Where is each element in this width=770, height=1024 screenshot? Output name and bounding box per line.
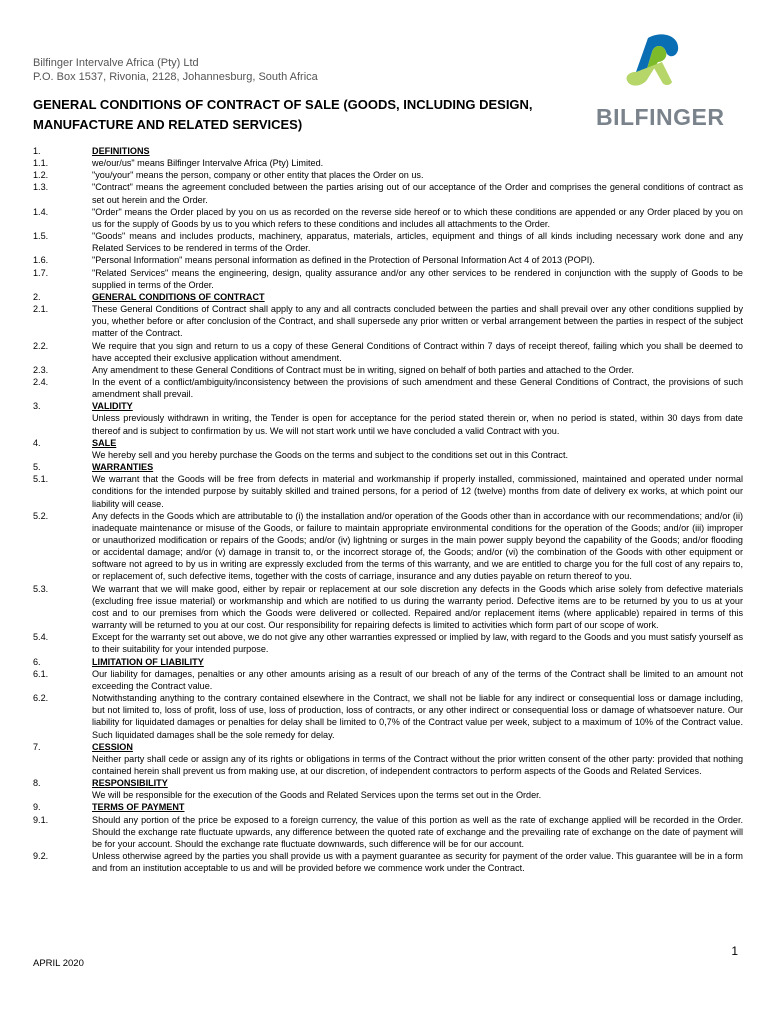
clause-text: "you/your" means the person, company or other entity that places the Order on us. — [92, 170, 424, 181]
clause-text: Our liability for damages, penalties or any other amounts arising as a result of our breach of any of the terms of the Contract shall be limited to an amount not exceeding the Contract value. — [92, 668, 743, 691]
clause-text: Any amendment to these General Conditions of Contract must be in writing, signed on behalf of both parties and attached to the Order. — [92, 364, 634, 375]
clause-row — [33, 169, 743, 181]
clause-heading — [33, 145, 743, 157]
clause-number: 1.3. — [33, 182, 49, 193]
clause-row — [33, 753, 743, 777]
bilfinger-logo — [596, 32, 724, 132]
clause-row — [33, 631, 743, 655]
document-title: GENERAL CONDITIONS OF CONTRACT OF SALE (GOODS, INCLUDING DESIGN, MANUFACTURE AND RELATED SERVICES) — [33, 97, 533, 132]
clause-number — [33, 753, 92, 777]
clause-number: 4. — [33, 437, 41, 448]
clause-heading-text: LIMITATION OF LIABILITY — [92, 656, 204, 667]
clause-number: 5. — [33, 462, 41, 473]
clause-number — [33, 412, 92, 436]
clause-row — [33, 157, 743, 169]
clause-row — [33, 206, 743, 230]
clause-row — [33, 449, 743, 461]
clause-number: 1.6. — [33, 255, 49, 266]
clause-text: Should any portion of the price be exposed to a foreign currency, the value of this portion as well as the rate of exchange applied will be recorded in the Order. Should the exchange rate fluctuate upwards, any difference between the quoted rate of exchange and the prevailing rate of exchange on the date of payment will be for your account. Should the exchange rate fluctuate downwards, such difference will be for our account. — [92, 814, 743, 849]
company-address: P.O. Box 1537, Rivonia, 2128, Johannesburg, South Africa — [33, 71, 318, 83]
clause-number: 6.2. — [33, 693, 49, 704]
page-number: 1 — [731, 944, 738, 958]
clause-number: 9.2. — [33, 851, 49, 862]
clause-text: We hereby sell and you hereby purchase the Goods on the terms and subject to the conditions set out in this Contract. — [92, 449, 569, 460]
clause-row — [33, 583, 743, 632]
clause-number: 2.3. — [33, 364, 49, 375]
clause-number: 1.1. — [33, 158, 49, 169]
clause-number: 6.1. — [33, 668, 49, 679]
clause-number: 1.4. — [33, 206, 49, 217]
clause-number: 7. — [33, 741, 41, 752]
clause-number: 5.3. — [33, 583, 49, 594]
clause-text: "Personal Information" means personal information as defined in the Protection of Personal Information Act 4 of 2013 (POPI). — [92, 255, 595, 266]
clause-heading — [33, 400, 743, 412]
clause-text: We require that you sign and return to us a copy of these General Conditions of Contract within 7 days of receipt thereof, failing which you shall be deemed to have accepted their exclusive application without amendment. — [92, 340, 743, 363]
clause-text: Neither party shall cede or assign any of its rights or obligations in terms of the Contract without the prior written consent of the other party: provided that nothing contained herein shall prevent us from making use, at our discretion, of independent contractors to perform aspects of the Goods and Related Services. — [92, 753, 743, 776]
clause-number: 2.2. — [33, 340, 49, 351]
clause-row — [33, 412, 743, 436]
clause-text: "Contract" means the agreement concluded between the parties arising out of our acceptance of the Order and comprises the general conditions of contract as set out herein and the Order. — [92, 182, 743, 205]
clause-heading — [33, 291, 743, 303]
clause-text: Any defects in the Goods which are attributable to (i) the installation and/or operation of the Goods other than in accordance with our recommendations; and/or (ii) inadequate maintenance or misuse of the Goods, or failure to maintain appropriate environmental conditions for the operation of the Goods; and/or (iii) improper or unauthorized modification or repairs of the Goods; and/or (iv) lightning or surges in the main power supply beyond the capability of the Goods; and/or flooding or accidental damage; and/or (v) damage in transit to, or the incorrect storage of, the Goods; and/or (vi) the combination of the Goods with other equipment or software not agreed to by us in writing are expressly excluded from the terms of this warranty, and we are entitled to charge you for the full cost of any repairs to, or replacement of, such defective items, together with the costs of carriage, insurance and any duties payable on return thereof to you. — [92, 510, 743, 582]
clause-number: 1. — [33, 146, 41, 156]
clause-heading — [33, 777, 743, 789]
clause-row — [33, 303, 743, 339]
clause-row — [33, 364, 743, 376]
clause-number: 2.1. — [33, 304, 49, 315]
clause-text: We warrant that the Goods will be free from defects in material and workmanship if properly installed, commissioned, maintained and operated under normal conditions for the intended purpose by suitably skilled and trained persons, for a period of 12 (twelve) months from date of delivery ex works, at which point our liability will cease. — [92, 474, 743, 509]
clause-heading — [33, 656, 743, 668]
clause-text: Unless otherwise agreed by the parties you shall provide us with a payment guarantee as security for payment of the order value. This guarantee will be in a form and from an institution acceptable to us and will be provided before we commence work under the Contract. — [92, 851, 743, 874]
clause-number: 9.1. — [33, 814, 49, 825]
clause-number: 2.4. — [33, 376, 49, 387]
clause-heading-text: TERMS OF PAYMENT — [92, 802, 185, 813]
clause-row — [33, 510, 743, 583]
clause-number: 5.2. — [33, 510, 49, 521]
clause-text: Notwithstanding anything to the contrary contained elsewhere in the Contract, we shall not be liable for any indirect or consequential loss or damage including, but not limited to, loss of profit, loss of use, loss of production, loss of contracts, or any other indirect or consequential loss or damage of whatsoever nature. Our liability for liquidated damages or penalties for delay shall be limited to 0,7% of the Contract value per week, subject to a maximum of 10% of the Contract value. Such liquidated damages shall be the sole remedy for delay. — [92, 693, 743, 740]
clause-number — [33, 789, 92, 801]
clause-number: 1.5. — [33, 231, 49, 242]
clause-row — [33, 376, 743, 400]
clause-number: 1.7. — [33, 267, 49, 278]
clause-heading-text: CESSION — [92, 741, 133, 752]
company-name: Bilfinger Intervalve Africa (Pty) Ltd — [33, 57, 199, 69]
clause-number: 3. — [33, 401, 41, 412]
clause-row — [33, 473, 743, 509]
clause-row — [33, 850, 743, 874]
clause-text: In the event of a conflict/ambiguity/inconsistency between the provisions of such amendment and these General Conditions of Contract, the provisions of such amendment shall prevail. — [92, 376, 743, 400]
clause-row — [33, 692, 743, 741]
clause-heading-text: WARRANTIES — [92, 462, 154, 473]
clause-text: We will be responsible for the execution of the Goods and Related Services upon the terms set out in the Order. — [92, 790, 542, 801]
clause-heading-text: RESPONSIBILITY — [92, 778, 168, 789]
company-header — [33, 56, 318, 84]
clause-heading-text: VALIDITY — [92, 401, 133, 412]
clause-number: 8. — [33, 778, 41, 789]
clause-heading — [33, 741, 743, 753]
clause-number: 2. — [33, 291, 41, 302]
clause-row — [33, 668, 743, 692]
clauses-list — [33, 145, 743, 874]
clause-text: we/our/us" means Bilfinger Intervalve Africa (Pty) Limited. — [92, 158, 324, 169]
clause-text: "Order" means the Order placed by you on us as recorded on the reverse side hereof or to which these conditions are appended or any Order placed by you on us for the supply of Goods by us to you which refers to these conditions and includes all attachments to the Order. — [92, 206, 743, 229]
clause-heading — [33, 461, 743, 473]
clause-text: Unless previously withdrawn in writing, the Tender is open for acceptance for the period stated therein or, when no period is stated, within 30 days from date thereof and is subject to confirmation by us. We will not start work until we have concluded a valid Contract with you. — [92, 413, 743, 436]
clause-row — [33, 340, 743, 364]
clause-heading-text: DEFINITIONS — [92, 146, 150, 156]
clause-heading-text: SALE — [92, 437, 117, 448]
clause-row — [33, 789, 743, 801]
clause-text: "Related Services" means the engineering, design, quality assurance and/or any other services to be rendered in conjunction with the supply of Goods to be supplied in terms of the Order. — [92, 267, 743, 290]
logo-wordmark: BILFINGER — [596, 104, 725, 130]
clause-number: 5.4. — [33, 632, 49, 643]
footer-date: APRIL 2020 — [33, 958, 84, 969]
clause-text: Except for the warranty set out above, we do not give any other warranties expressed or implied by law, with regard to the Goods and you must satisfy yourself as to their suitability for your intended purpose. — [92, 632, 743, 655]
clause-text: "Goods" means and includes products, machinery, apparatus, materials, articles, equipment and things of all kinds including necessary work done and any Related Services to be rendered in terms of the Order. — [92, 231, 743, 254]
clause-number: 6. — [33, 656, 41, 667]
clause-number: 9. — [33, 802, 41, 813]
clause-heading — [33, 801, 743, 813]
clause-heading-text: GENERAL CONDITIONS OF CONTRACT — [92, 291, 265, 302]
clause-text: We warrant that we will make good, either by repair or replacement at our sole discretion any defects in the Goods which arise solely from defective materials (excluding free issue material) or workmanship and which are notified to us during the warranty period. Defective items are to be returned by you to us at your cost and to our premises from which the Goods were delivered or collected. Repaired and/or replacement items (where applicable) repaired in terms of this warranty will be returned to you at our cost. Our responsibility for repairing defects is limited to activities which form part of our scope of work. — [92, 583, 743, 631]
clause-row — [33, 267, 743, 291]
clause-heading — [33, 437, 743, 449]
clause-number: 1.2. — [33, 170, 49, 181]
clause-text: These General Conditions of Contract shall apply to any and all contracts concluded between the parties and shall prevail over any other conditions supplied by you, whether before or after conclusion of the Contract, and shall supersede any prior written or verbal arrangement between the parties in respect of the subject matter of the Contract. — [92, 304, 743, 339]
clause-number — [33, 449, 92, 461]
clause-row — [33, 230, 743, 254]
clause-row — [33, 254, 743, 266]
bilfinger-ribbon-logo-icon — [618, 32, 690, 94]
clause-number: 5.1. — [33, 474, 49, 485]
clause-row — [33, 181, 743, 205]
clause-row — [33, 814, 743, 850]
